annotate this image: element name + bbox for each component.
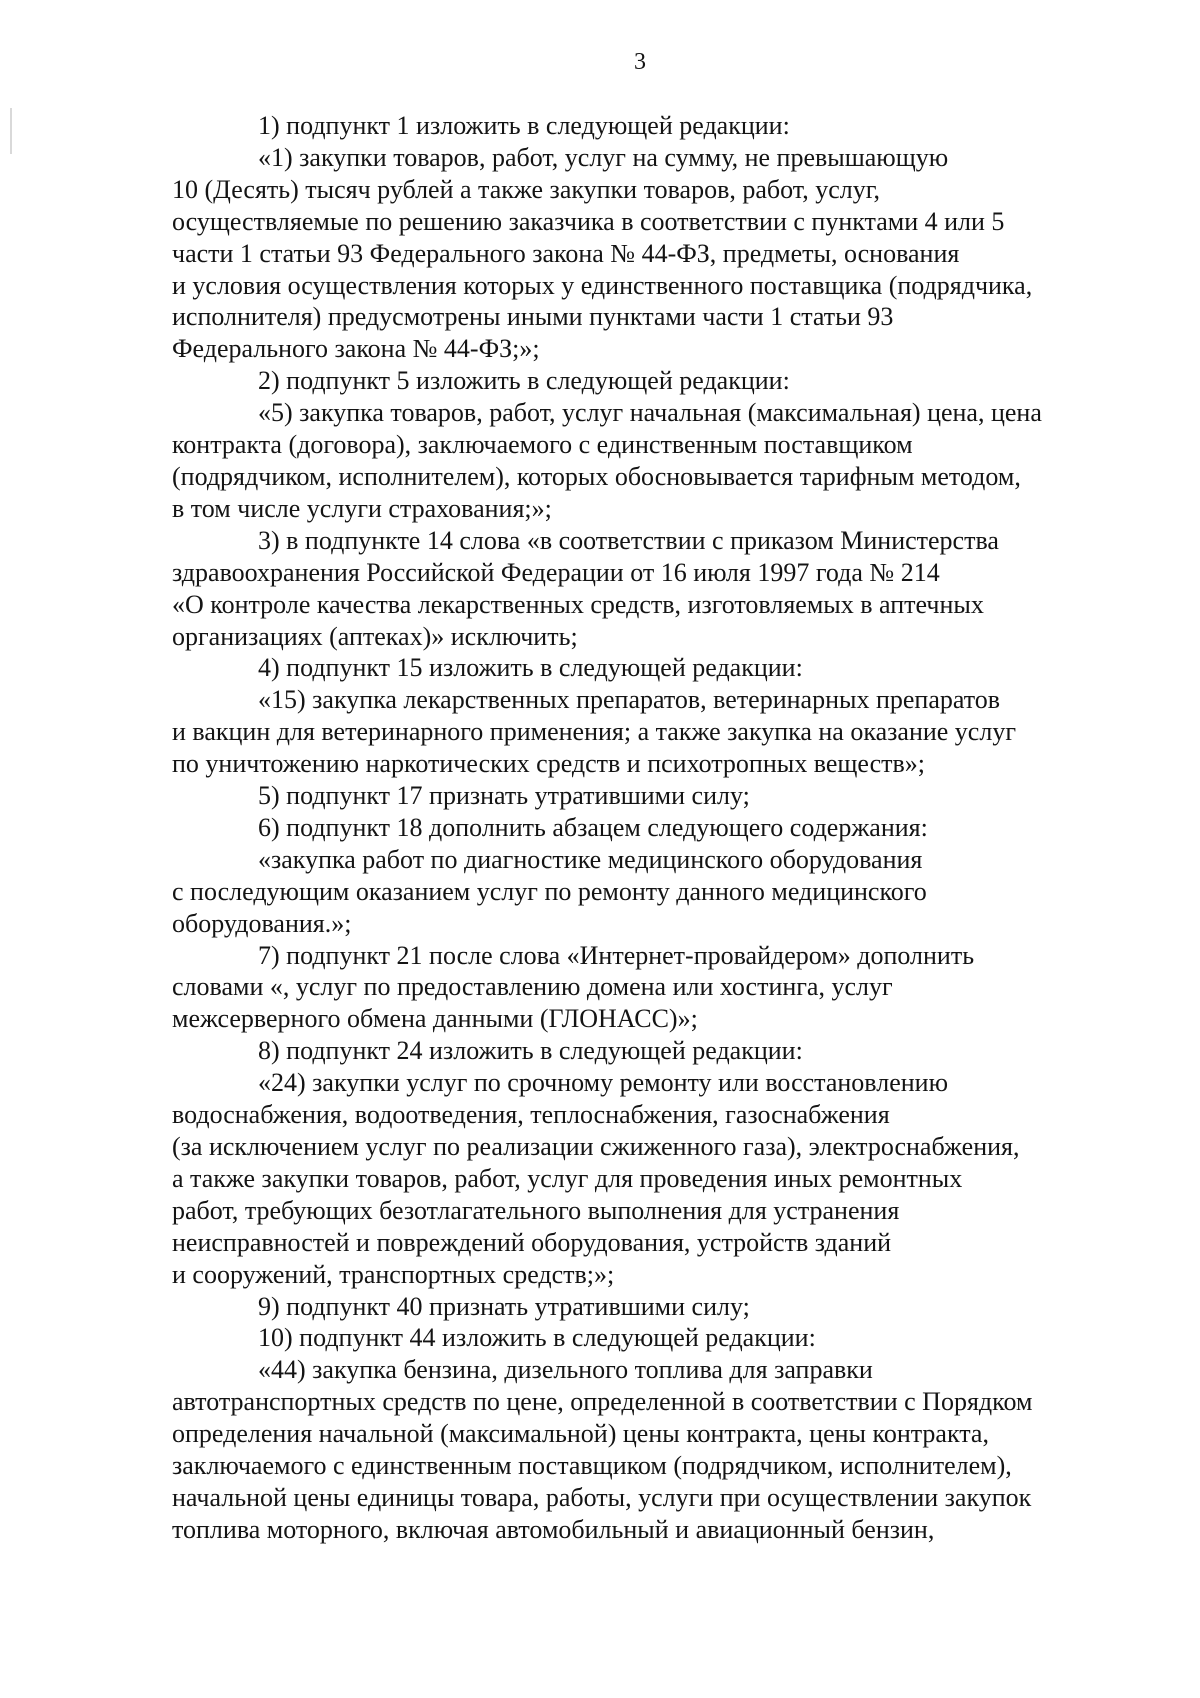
paragraph-7: «15) закупка лекарственных препаратов, ветеринарных препаратов и вакцин для ветеринарного применения; а также закупка на оказание услуг по уничтожению наркотических средств и психотропных веществ»;: [172, 685, 1016, 779]
paragraph-15: 10) подпункт 44 изложить в следующей редакции:: [258, 1323, 816, 1353]
paragraph-10: «закупка работ по диагностике медицинского оборудования с последующим оказанием услуг по ремонту данного медицинского оборудования.»;: [172, 844, 927, 938]
paragraph-2: «1) закупки товаров, работ, услуг на сумму, не превышающую 10 (Десять) тысяч рублей а также закупки товаров, работ, услуг, осуществляемые по решению заказчика в соответствии с пунктами 4 или 5 части 1 статьи 93 Федерального закона № 44-ФЗ, предметы, основания и условия осуществления которых у единственного поставщика (подрядчика, исполнителя) предусмотрены иными пунктами части 1 статьи 93 Федерального закона № 44-ФЗ;»;: [172, 142, 1033, 364]
paragraph-11: 7) подпункт 21 после слова «Интернет-провайдером» дополнить словами «, услуг по предоставлению домена или хостинга, услуг межсерверного обмена данными (ГЛОНАСС)»;: [172, 940, 975, 1034]
paragraph-6: 4) подпункт 15 изложить в следующей редакции:: [258, 653, 803, 683]
scan-edge-mark: [10, 108, 12, 154]
paragraph-1: 1) подпункт 1 изложить в следующей редакции:: [258, 111, 790, 140]
paragraph-16: «44) закупка бензина, дизельного топлива для заправки автотранспортных средств по цене, определенной в соответствии с Порядком определения начальной (максимальной) цены контракта, цены контракта, заключаемого с единственным поставщиком (подрядчиком, исполнителем), начальной цены единицы товара, работы, услуги при осуществлении закупок топлива моторного, включая автомобильный и авиационный бензин,: [172, 1355, 1033, 1544]
paragraph-14: 9) подпункт 40 признать утратившими силу;: [258, 1291, 750, 1321]
paragraph-3: 2) подпункт 5 изложить в следующей редакции:: [258, 366, 790, 396]
document-body: [172, 110, 1120, 1546]
paragraph-12: 8) подпункт 24 изложить в следующей редакции:: [258, 1036, 803, 1066]
page-number: 3: [634, 49, 646, 75]
paragraph-9: 6) подпункт 18 дополнить абзацем следующего содержания:: [258, 812, 928, 842]
paragraph-8: 5) подпункт 17 признать утратившими силу;: [258, 781, 750, 811]
paragraph-13: «24) закупки услуг по срочному ремонту или восстановлению водоснабжения, водоотведения, теплоснабжения, газоснабжения (за исключением услуг по реализации сжиженного газа), электроснабжения, а также закупки товаров, работ, услуг для проведения иных ремонтных работ, требующих безотлагательного выполнения для устранения неисправностей и повреждений оборудования, устройств зданий и сооружений, транспортных средств;»;: [172, 1068, 1020, 1289]
paragraph-5: 3) в подпункте 14 слова «в соответствии с приказом Министерства здравоохранения Российской Федерации от 16 июля 1997 года № 214 «О контроле качества лекарственных средств, изготовляемых в аптечных организациях (аптеках)» исключить;: [172, 525, 999, 651]
paragraph-4: «5) закупка товаров, работ, услуг начальная (максимальная) цена, цена контракта (договора), заключаемого с единственным поставщиком (подрядчиком, исполнителем), которых обосновывается тарифным методом, в том числе услуги страхования;»;: [172, 398, 1042, 523]
